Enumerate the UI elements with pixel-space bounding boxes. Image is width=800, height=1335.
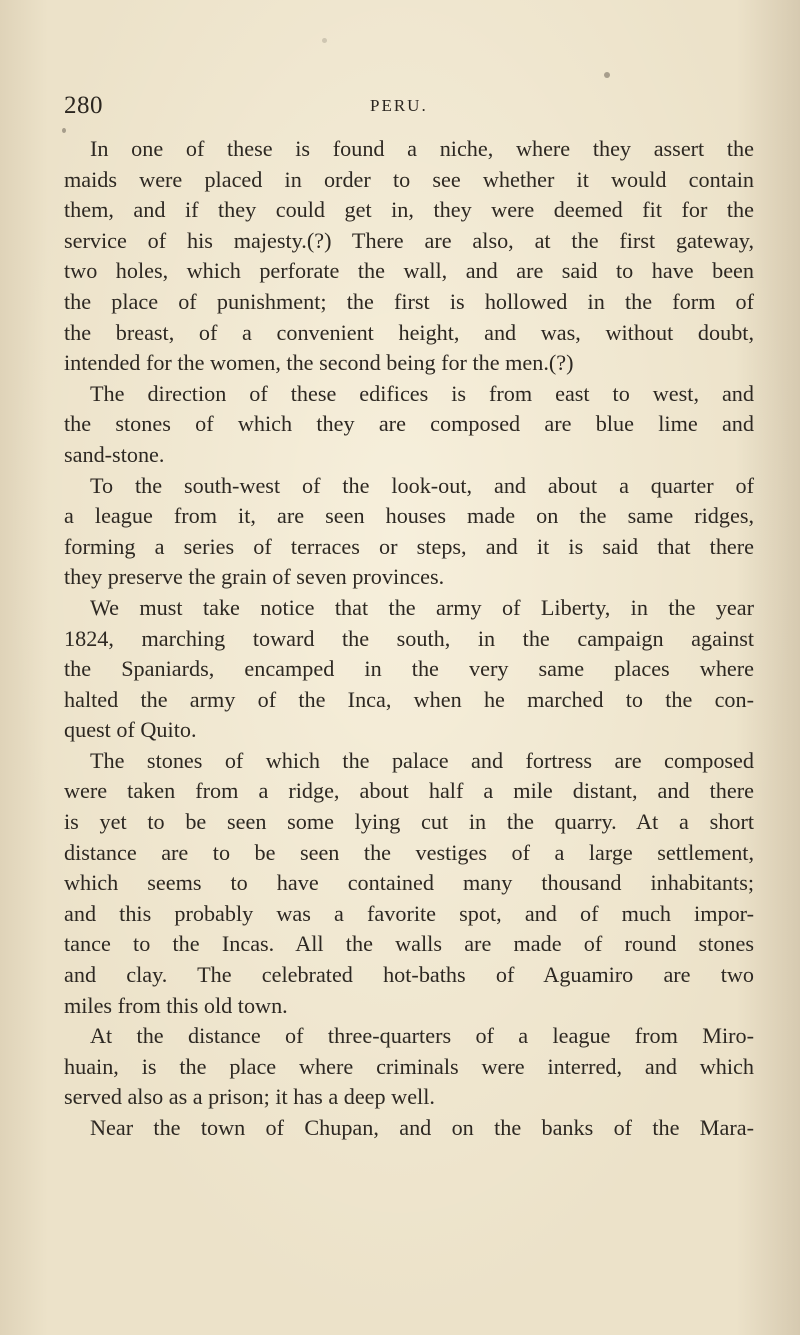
text-line: forming a series of terraces or steps, and it is said that there bbox=[64, 533, 754, 559]
page-number: 280 bbox=[64, 92, 103, 119]
text-line: the place of punishment; the first is hollowed in the form of bbox=[64, 288, 754, 314]
text-line: sand-stone. bbox=[64, 441, 165, 467]
text-line: were taken from a ridge, about half a mile distant, and there bbox=[64, 778, 754, 804]
running-head bbox=[64, 92, 754, 122]
text-line: them, and if they could get in, they were deemed fit for the bbox=[64, 197, 754, 223]
body-text bbox=[64, 134, 754, 1144]
text-line: the stones of which they are composed are blue lime and bbox=[64, 411, 754, 437]
text-line: two holes, which perforate the wall, and are said to have been bbox=[64, 258, 754, 284]
ink-speck bbox=[62, 128, 66, 133]
text-line: a league from it, are seen houses made on the same ridges, bbox=[64, 503, 754, 529]
text-line: 1824, marching toward the south, in the campaign against bbox=[64, 625, 754, 651]
text-line: the Spaniards, encamped in the very same places where bbox=[64, 656, 754, 682]
text-line: In one of these is found a niche, where they assert the bbox=[90, 136, 754, 161]
text-line: and clay. The celebrated hot-baths of Aguamiro are two bbox=[64, 962, 754, 988]
text-line: maids were placed in order to see whether it would contain bbox=[64, 166, 754, 192]
text-line: The stones of which the palace and fortress are composed bbox=[90, 747, 754, 773]
text-line: intended for the women, the second being for the men.(?) bbox=[64, 350, 574, 376]
text-line: served also as a prison; it has a deep well. bbox=[64, 1084, 435, 1110]
text-line: huain, is the place where criminals were interred, and which bbox=[64, 1053, 754, 1079]
text-line: the breast, of a convenient height, and was, without doubt, bbox=[64, 319, 754, 345]
text-line: The direction of these edifices is from east to west, and bbox=[90, 380, 754, 406]
text-line: quest of Quito. bbox=[64, 717, 197, 743]
text-line: Near the town of Chupan, and on the banks of the Mara- bbox=[90, 1115, 754, 1140]
text-line: We must take notice that the army of Liberty, in the year bbox=[90, 594, 754, 620]
text-line: they preserve the grain of seven provinces. bbox=[64, 564, 445, 590]
text-line: To the south-west of the look-out, and about a quarter of bbox=[90, 472, 754, 498]
ink-speck bbox=[604, 72, 610, 78]
text-line: At the distance of three-quarters of a league from Miro- bbox=[90, 1023, 754, 1049]
text-line: is yet to be seen some lying cut in the quarry. At a short bbox=[64, 809, 754, 835]
text-line: distance are to be seen the vestiges of a large settlement, bbox=[64, 839, 754, 865]
text-line: which seems to have contained many thousand inhabitants; bbox=[64, 870, 754, 896]
text-line: halted the army of the Inca, when he marched to the con- bbox=[64, 686, 754, 712]
text-line: and this probably was a favorite spot, and of much impor- bbox=[64, 900, 754, 926]
running-title: PERU. bbox=[370, 96, 428, 115]
ink-speck bbox=[322, 38, 327, 43]
text-line: service of his majesty.(?) There are also, at the first gateway, bbox=[64, 227, 754, 253]
text-line: tance to the Incas. All the walls are made of round stones bbox=[64, 931, 754, 957]
text-line: miles from this old town. bbox=[64, 992, 288, 1018]
